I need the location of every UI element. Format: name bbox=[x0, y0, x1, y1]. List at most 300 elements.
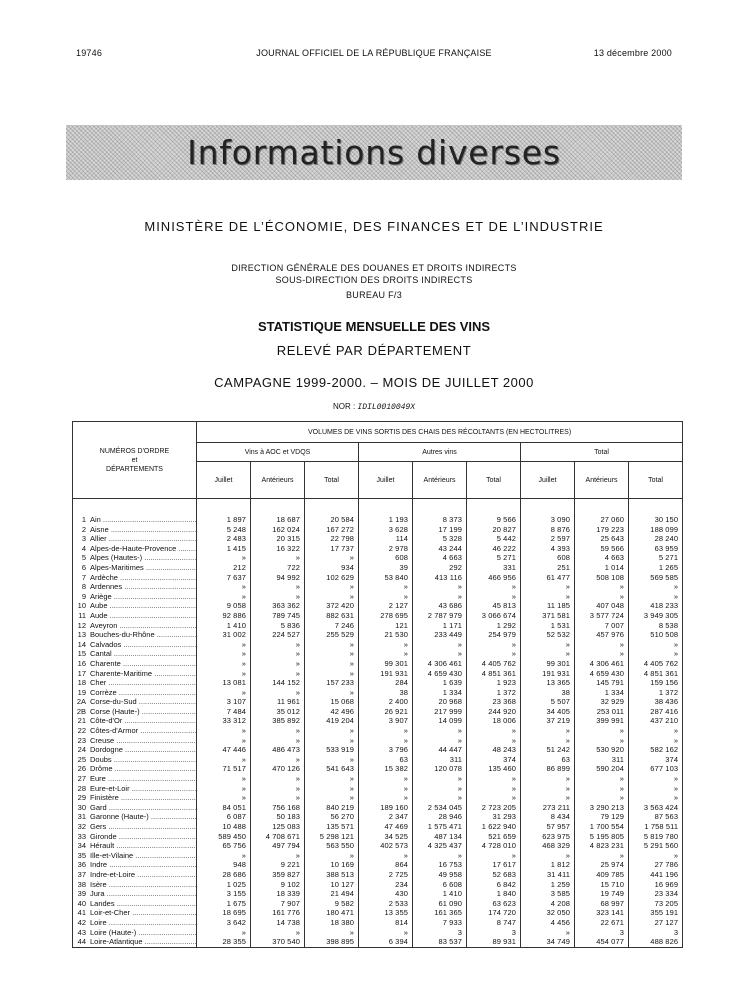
department-number: 30 bbox=[77, 802, 86, 812]
volume-cell: » bbox=[359, 784, 413, 794]
department-number: 22 bbox=[77, 726, 86, 736]
column-header-total: Total bbox=[629, 462, 683, 499]
volume-cell: » bbox=[629, 774, 683, 784]
department-number: 19 bbox=[77, 687, 86, 697]
department-cell bbox=[73, 630, 197, 640]
department-name: Ardèche ..... bbox=[90, 573, 197, 582]
department-name: Corrèze ..... bbox=[90, 688, 197, 697]
volume-cell: » bbox=[629, 726, 683, 736]
volume-cell: 167 272 bbox=[305, 525, 359, 535]
volume-cell: 189 160 bbox=[359, 803, 413, 813]
table-row bbox=[73, 630, 683, 640]
department-cell bbox=[73, 793, 197, 803]
volume-cell: 4 851 361 bbox=[467, 669, 521, 679]
volume-cell: 4 405 762 bbox=[467, 659, 521, 669]
volume-cell: » bbox=[251, 928, 305, 938]
department-name: Garonne (Haute-) ..... bbox=[90, 812, 197, 821]
department-name: Ardennes ..... bbox=[90, 582, 197, 591]
volume-cell: » bbox=[251, 688, 305, 698]
volume-cell: 454 077 bbox=[575, 937, 629, 947]
row-header-line-1: NUMÉROS D'ORDRE bbox=[99, 447, 170, 455]
volume-cell: 533 919 bbox=[305, 745, 359, 755]
department-name: Côtes-d'Armor ..... bbox=[90, 726, 197, 735]
volume-cell: » bbox=[521, 640, 575, 650]
main-column-header: VOLUMES DE VINS SORTIS DES CHAIS DES RÉCOLTANTS (EN HECTOLITRES) bbox=[197, 422, 683, 443]
volume-cell: » bbox=[467, 784, 521, 794]
volume-cell: » bbox=[359, 851, 413, 861]
department-cell bbox=[73, 880, 197, 890]
volume-cell: 16 969 bbox=[629, 880, 683, 890]
volume-cell: 8 876 bbox=[521, 525, 575, 535]
volume-cell: 6 842 bbox=[467, 880, 521, 890]
volume-cell: 1 372 bbox=[467, 688, 521, 698]
department-name: Loire (Haute-) ..... bbox=[90, 928, 197, 937]
department-number: 32 bbox=[77, 822, 86, 831]
volume-cell: » bbox=[305, 851, 359, 861]
table-row bbox=[73, 860, 683, 870]
volume-cell: 8 747 bbox=[467, 918, 521, 928]
volume-cell: 409 785 bbox=[575, 870, 629, 880]
table-row bbox=[73, 774, 683, 784]
volume-cell: » bbox=[305, 688, 359, 698]
volume-cell: 224 527 bbox=[251, 630, 305, 640]
volume-cell: » bbox=[629, 736, 683, 746]
department-number: 1 bbox=[81, 515, 86, 524]
volume-cell: 38 bbox=[521, 688, 575, 698]
volume-cell: » bbox=[197, 688, 251, 698]
group-header-aoc: Vins à AOC et VDQS bbox=[197, 443, 359, 462]
volume-cell: 47 469 bbox=[359, 822, 413, 832]
volume-cell: 608 bbox=[521, 553, 575, 563]
department-number: 2B bbox=[76, 706, 86, 716]
volume-cell: 84 051 bbox=[197, 803, 251, 813]
spacer-cell bbox=[629, 499, 683, 516]
volume-cell: 292 bbox=[413, 563, 467, 573]
department-number: 23 bbox=[77, 735, 86, 745]
table-row bbox=[73, 745, 683, 755]
department-name: Loire-Atlantique ..... bbox=[90, 937, 197, 946]
volume-cell: 251 bbox=[521, 563, 575, 573]
volume-cell: 13 081 bbox=[197, 678, 251, 688]
volume-cell: 18 339 bbox=[251, 889, 305, 899]
volume-cell: 11 961 bbox=[251, 697, 305, 707]
spacer-cell bbox=[521, 499, 575, 516]
volume-cell: 385 892 bbox=[251, 716, 305, 726]
volume-cell: » bbox=[575, 726, 629, 736]
table-row bbox=[73, 669, 683, 679]
department-name: Aisne ..... bbox=[90, 525, 197, 534]
volume-cell: 63 bbox=[359, 755, 413, 765]
table-row bbox=[73, 889, 683, 899]
volume-cell: » bbox=[629, 793, 683, 803]
department-name: Hérault ..... bbox=[90, 841, 197, 850]
volume-cell: 191 931 bbox=[521, 669, 575, 679]
volume-cell: 21 530 bbox=[359, 630, 413, 640]
volume-cell: 486 473 bbox=[251, 745, 305, 755]
volume-cell: 1 897 bbox=[197, 515, 251, 525]
volume-cell: 2 597 bbox=[521, 534, 575, 544]
volume-cell: 34 749 bbox=[521, 937, 575, 947]
volume-cell: » bbox=[629, 592, 683, 602]
volume-cell: » bbox=[575, 640, 629, 650]
volume-cell: 37 219 bbox=[521, 716, 575, 726]
volume-cell: » bbox=[629, 851, 683, 861]
volume-cell: 372 420 bbox=[305, 601, 359, 611]
volume-cell: 42 496 bbox=[305, 707, 359, 717]
department-cell bbox=[73, 640, 197, 650]
volume-cell: 3 155 bbox=[197, 889, 251, 899]
spacer-cell bbox=[575, 499, 629, 516]
volume-cell: 9 102 bbox=[251, 880, 305, 890]
department-cell bbox=[73, 755, 197, 765]
volume-cell: » bbox=[251, 669, 305, 679]
volume-cell: » bbox=[467, 793, 521, 803]
volume-cell: » bbox=[197, 928, 251, 938]
volume-cell: » bbox=[305, 553, 359, 563]
department-cell bbox=[73, 707, 197, 717]
department-cell bbox=[73, 601, 197, 611]
volume-cell: 1 531 bbox=[521, 621, 575, 631]
volume-cell: » bbox=[305, 755, 359, 765]
volume-cell: » bbox=[521, 851, 575, 861]
table-row bbox=[73, 707, 683, 717]
department-cell bbox=[73, 928, 197, 938]
department-cell bbox=[73, 908, 197, 918]
volume-cell: 273 211 bbox=[521, 803, 575, 813]
volume-cell: 254 979 bbox=[467, 630, 521, 640]
table-row bbox=[73, 928, 683, 938]
volume-cell: 217 999 bbox=[413, 707, 467, 717]
volume-cell: » bbox=[521, 649, 575, 659]
volume-cell: » bbox=[413, 784, 467, 794]
section-banner bbox=[66, 125, 682, 180]
department-name: Drôme ..... bbox=[90, 764, 197, 773]
volume-cell: 864 bbox=[359, 860, 413, 870]
department-number: 42 bbox=[77, 917, 86, 927]
department-cell bbox=[73, 918, 197, 928]
volume-cell: 9 582 bbox=[305, 899, 359, 909]
volume-cell: 144 152 bbox=[251, 678, 305, 688]
volume-cell: 2 533 bbox=[359, 899, 413, 909]
volume-cell: » bbox=[575, 736, 629, 746]
volume-cell: 4 663 bbox=[575, 553, 629, 563]
volume-cell: 34 405 bbox=[521, 707, 575, 717]
volume-cell: 61 477 bbox=[521, 573, 575, 583]
volume-cell: 934 bbox=[305, 563, 359, 573]
volume-cell: 6 087 bbox=[197, 812, 251, 822]
volume-cell: 20 827 bbox=[467, 525, 521, 535]
table-row bbox=[73, 525, 683, 535]
volume-cell: 174 720 bbox=[467, 908, 521, 918]
department-cell bbox=[73, 726, 197, 736]
department-cell bbox=[73, 870, 197, 880]
volume-cell: 814 bbox=[359, 918, 413, 928]
table-row bbox=[73, 784, 683, 794]
volume-cell: » bbox=[575, 649, 629, 659]
department-cell bbox=[73, 784, 197, 794]
volume-cell: 7 907 bbox=[251, 899, 305, 909]
department-number: 9 bbox=[81, 591, 86, 601]
volume-cell: » bbox=[413, 736, 467, 746]
volume-cell: 8 373 bbox=[413, 515, 467, 525]
volume-cell: 43 686 bbox=[413, 601, 467, 611]
volume-cell: » bbox=[197, 784, 251, 794]
volume-cell: 563 550 bbox=[305, 841, 359, 851]
volume-cell: » bbox=[629, 649, 683, 659]
volume-cell: » bbox=[197, 659, 251, 669]
department-cell bbox=[73, 832, 197, 842]
table-row bbox=[73, 822, 683, 832]
volume-cell: » bbox=[197, 669, 251, 679]
volume-cell: » bbox=[629, 640, 683, 650]
volume-cell: 488 826 bbox=[629, 937, 683, 947]
nor-code: IDIL0010049X bbox=[357, 403, 416, 412]
directorate-line-1: DIRECTION GÉNÉRALE DES DOUANES ET DROITS INDIRECTS bbox=[231, 263, 517, 273]
volume-cell: 3 563 424 bbox=[629, 803, 683, 813]
volume-cell: 1 639 bbox=[413, 678, 467, 688]
volume-cell: » bbox=[197, 736, 251, 746]
volume-cell: » bbox=[521, 793, 575, 803]
volume-cell: » bbox=[251, 793, 305, 803]
department-cell bbox=[73, 611, 197, 621]
department-cell bbox=[73, 774, 197, 784]
volume-cell: 63 959 bbox=[629, 544, 683, 554]
volume-cell: 145 791 bbox=[575, 678, 629, 688]
department-cell bbox=[73, 860, 197, 870]
table-row bbox=[73, 697, 683, 707]
department-name: Eure ..... bbox=[90, 774, 197, 783]
volume-cell: 28 240 bbox=[629, 534, 683, 544]
volume-cell: » bbox=[467, 640, 521, 650]
table-row bbox=[73, 899, 683, 909]
volume-cell: 31 293 bbox=[467, 812, 521, 822]
department-name: Loir-et-Cher ..... bbox=[90, 908, 197, 917]
volume-cell: 7 637 bbox=[197, 573, 251, 583]
department-name: Creuse ..... bbox=[90, 736, 197, 745]
table-row bbox=[73, 678, 683, 688]
volume-cell: 470 126 bbox=[251, 764, 305, 774]
volume-cell: 45 813 bbox=[467, 601, 521, 611]
volume-cell: 3 290 213 bbox=[575, 803, 629, 813]
department-name: Gironde ..... bbox=[90, 832, 197, 841]
bureau-line: BUREAU F/3 bbox=[345, 290, 402, 300]
banner-title: Informations diverses bbox=[187, 133, 561, 172]
volume-cell: 86 899 bbox=[521, 764, 575, 774]
volume-cell: 27 786 bbox=[629, 860, 683, 870]
volume-cell: 94 992 bbox=[251, 573, 305, 583]
department-cell bbox=[73, 525, 197, 535]
volume-cell: 253 011 bbox=[575, 707, 629, 717]
volume-cell: 441 196 bbox=[629, 870, 683, 880]
volume-cell: 1 292 bbox=[467, 621, 521, 631]
volume-cell: 840 219 bbox=[305, 803, 359, 813]
department-name: Loire ..... bbox=[90, 918, 197, 927]
volume-cell: 180 471 bbox=[305, 908, 359, 918]
nor-reference bbox=[0, 402, 748, 412]
department-cell bbox=[73, 745, 197, 755]
volume-cell: 28 686 bbox=[197, 870, 251, 880]
volume-cell: 28 355 bbox=[197, 937, 251, 947]
department-name: Alpes-de-Haute-Provence ..... bbox=[90, 544, 197, 553]
volume-cell: 44 447 bbox=[413, 745, 467, 755]
document-title: STATISTIQUE MENSUELLE DES VINS bbox=[257, 319, 491, 334]
volume-cell: » bbox=[467, 649, 521, 659]
volume-cell: 212 bbox=[197, 563, 251, 573]
volume-cell: 2 725 bbox=[359, 870, 413, 880]
department-name: Aude ..... bbox=[90, 611, 197, 620]
department-cell bbox=[73, 515, 197, 525]
department-cell bbox=[73, 812, 197, 822]
volume-cell: 125 083 bbox=[251, 822, 305, 832]
department-number: 41 bbox=[77, 908, 86, 918]
volume-cell: 28 946 bbox=[413, 812, 467, 822]
volume-cell: 487 134 bbox=[413, 832, 467, 842]
volume-cell: 3 bbox=[467, 928, 521, 938]
table-row bbox=[73, 534, 683, 544]
volume-cell: 233 449 bbox=[413, 630, 467, 640]
department-cell bbox=[73, 851, 197, 861]
volume-cell: » bbox=[197, 640, 251, 650]
volume-cell: » bbox=[575, 793, 629, 803]
volume-cell: » bbox=[575, 774, 629, 784]
volume-cell: 1 334 bbox=[575, 688, 629, 698]
volume-cell: 582 162 bbox=[629, 745, 683, 755]
volume-cell: » bbox=[521, 736, 575, 746]
department-name: Aube ..... bbox=[90, 601, 197, 610]
volume-cell: 407 048 bbox=[575, 601, 629, 611]
volume-cell: 8 538 bbox=[629, 621, 683, 631]
volume-cell: » bbox=[197, 553, 251, 563]
volume-cell: 7 484 bbox=[197, 707, 251, 717]
volume-cell: 18 687 bbox=[251, 515, 305, 525]
volume-cell: 48 243 bbox=[467, 745, 521, 755]
department-number: 43 bbox=[77, 927, 86, 937]
table-row bbox=[73, 582, 683, 592]
department-cell bbox=[73, 563, 197, 573]
volume-cell: 20 315 bbox=[251, 534, 305, 544]
volume-cell: 5 298 121 bbox=[305, 832, 359, 842]
table-row bbox=[73, 611, 683, 621]
volume-cell: 25 643 bbox=[575, 534, 629, 544]
department-cell bbox=[73, 553, 197, 563]
volume-cell: » bbox=[197, 851, 251, 861]
volume-cell: » bbox=[359, 582, 413, 592]
department-name: Ille-et-Vilaine ..... bbox=[90, 851, 197, 860]
department-number: 5 bbox=[81, 553, 86, 563]
volume-cell: 38 436 bbox=[629, 697, 683, 707]
volume-cell: 418 233 bbox=[629, 601, 683, 611]
department-name: Gard ..... bbox=[90, 803, 197, 812]
volume-cell: 46 222 bbox=[467, 544, 521, 554]
volume-cell: 4 325 437 bbox=[413, 841, 467, 851]
department-number: 40 bbox=[77, 898, 86, 908]
department-number: 16 bbox=[77, 658, 86, 668]
row-header-line-3: DÉPARTEMENTS bbox=[106, 465, 163, 473]
department-name: Jura ..... bbox=[90, 889, 197, 898]
volume-cell: » bbox=[575, 851, 629, 861]
volume-cell: 1 334 bbox=[413, 688, 467, 698]
volume-cell: 1 622 940 bbox=[467, 822, 521, 832]
volume-cell: 52 532 bbox=[521, 630, 575, 640]
table-row bbox=[73, 573, 683, 583]
department-number: 33 bbox=[77, 831, 86, 841]
volume-cell: 1 259 bbox=[521, 880, 575, 890]
volume-cell: » bbox=[575, 582, 629, 592]
table-row bbox=[73, 764, 683, 774]
department-number: 2 bbox=[81, 524, 86, 534]
column-header-total: Total bbox=[305, 462, 359, 499]
volume-cell: 135 460 bbox=[467, 764, 521, 774]
department-cell bbox=[73, 544, 197, 554]
volume-cell: 589 450 bbox=[197, 832, 251, 842]
department-number: 15 bbox=[77, 649, 86, 659]
volume-cell: 63 bbox=[521, 755, 575, 765]
department-number: 21 bbox=[77, 716, 86, 726]
volume-cell: 4 405 762 bbox=[629, 659, 683, 669]
volume-cell: 1 014 bbox=[575, 563, 629, 573]
group-header-total: Total bbox=[521, 443, 683, 462]
volume-cell: 388 513 bbox=[305, 870, 359, 880]
row-header-line-2: et bbox=[131, 456, 138, 464]
volume-cell: » bbox=[359, 649, 413, 659]
department-cell bbox=[73, 592, 197, 602]
department-cell bbox=[73, 736, 197, 746]
volume-cell: 1 025 bbox=[197, 880, 251, 890]
volume-cell: 13 355 bbox=[359, 908, 413, 918]
volume-cell: 370 540 bbox=[251, 937, 305, 947]
volume-cell: 1 415 bbox=[197, 544, 251, 554]
volume-cell: 52 683 bbox=[467, 870, 521, 880]
department-number: 14 bbox=[77, 639, 86, 649]
department-number: 7 bbox=[81, 572, 86, 582]
volume-cell: 17 737 bbox=[305, 544, 359, 554]
department-cell bbox=[73, 534, 197, 544]
volume-cell: 508 108 bbox=[575, 573, 629, 583]
volume-cell: 73 205 bbox=[629, 899, 683, 909]
table-row bbox=[73, 880, 683, 890]
volume-cell: 466 956 bbox=[467, 573, 521, 583]
volume-cell: 284 bbox=[359, 678, 413, 688]
department-number: 36 bbox=[77, 860, 86, 870]
volume-cell: » bbox=[359, 793, 413, 803]
department-name: Bouches-du-Rhône ..... bbox=[90, 630, 197, 639]
department-number: 2A bbox=[76, 697, 86, 707]
volume-cell: 5 248 bbox=[197, 525, 251, 535]
volume-cell: 2 534 045 bbox=[413, 803, 467, 813]
wine-statistics-table bbox=[72, 421, 683, 948]
volume-cell: 121 bbox=[359, 621, 413, 631]
table-row bbox=[73, 601, 683, 611]
volume-cell: 398 895 bbox=[305, 937, 359, 947]
volume-cell: 419 204 bbox=[305, 716, 359, 726]
volume-cell: 16 753 bbox=[413, 860, 467, 870]
volume-cell: » bbox=[251, 582, 305, 592]
department-number: 4 bbox=[81, 543, 86, 553]
volume-cell: » bbox=[629, 784, 683, 794]
volume-cell: » bbox=[305, 659, 359, 669]
volume-cell: 92 886 bbox=[197, 611, 251, 621]
volume-cell: » bbox=[413, 582, 467, 592]
department-cell bbox=[73, 621, 197, 631]
volume-cell: 161 365 bbox=[413, 908, 467, 918]
volume-cell: » bbox=[521, 726, 575, 736]
table-row bbox=[73, 793, 683, 803]
department-name: Indre ..... bbox=[90, 860, 197, 869]
volume-cell: » bbox=[305, 649, 359, 659]
volume-cell: 20 584 bbox=[305, 515, 359, 525]
spacer-cell bbox=[467, 499, 521, 516]
directorate-line-2: SOUS-DIRECTION DES DROITS INDIRECTS bbox=[275, 275, 473, 285]
